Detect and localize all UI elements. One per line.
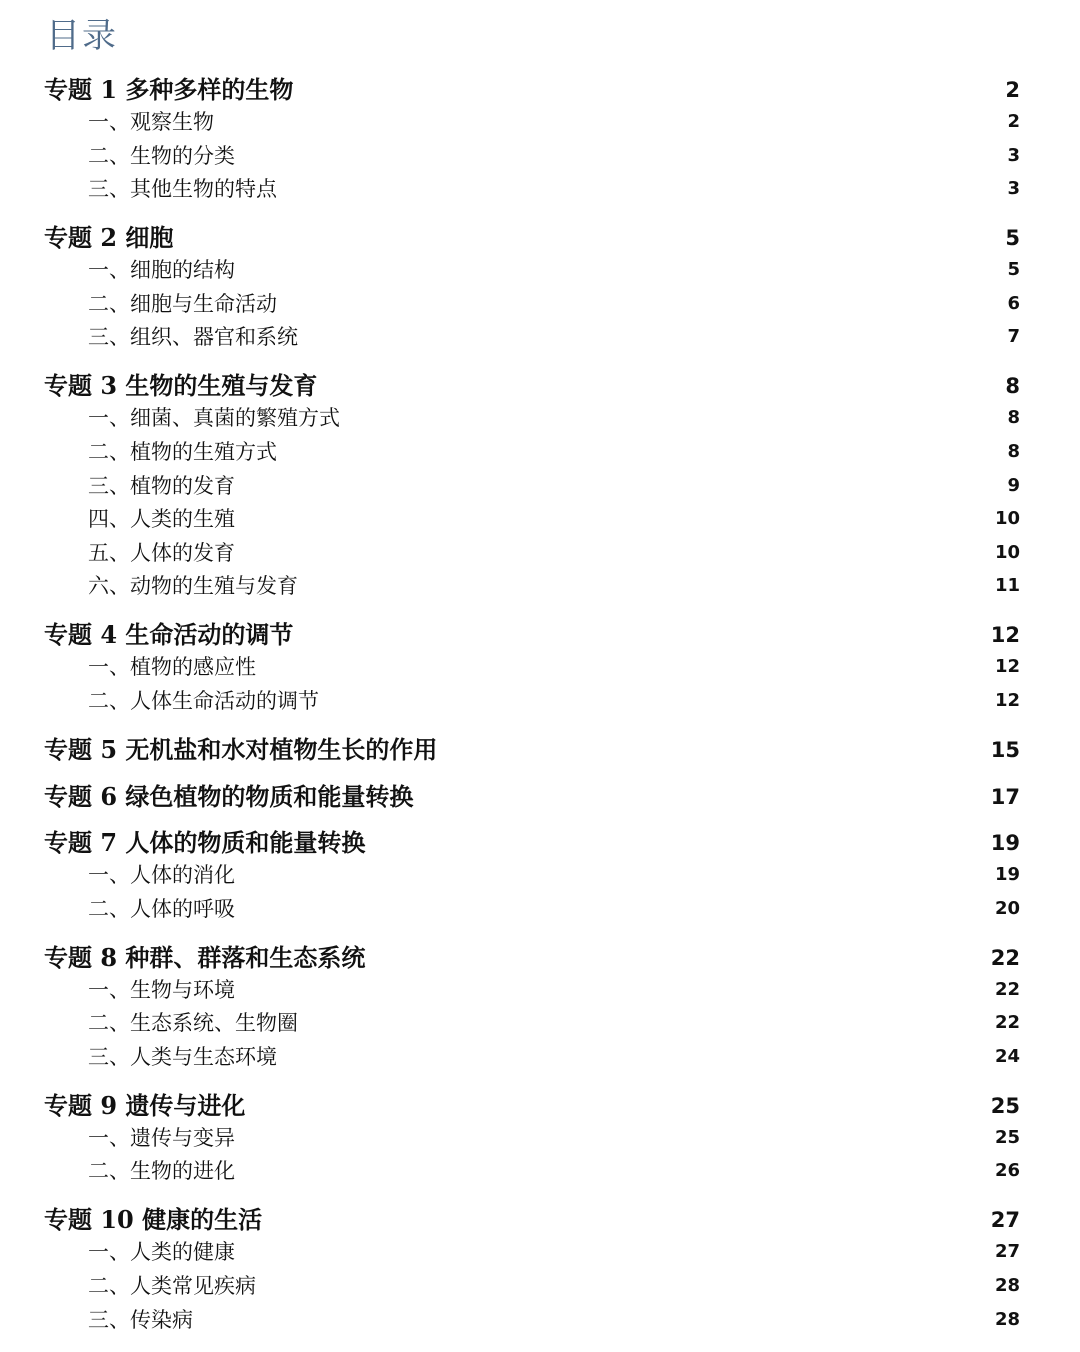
toc-subsection-entry[interactable] [0,321,1080,353]
toc-entry-label: 一、人类的健康 [88,1240,235,1265]
toc-subsection-entry[interactable] [0,893,1080,925]
toc-entry-label: 二、人体生命活动的调节 [88,689,319,713]
toc-entry-label: 专题 4 生命活动的调节 [44,620,294,650]
toc-page-number: 27 [994,1241,1020,1263]
toc-page-number: 2 [1005,78,1020,102]
toc-subsection-entry[interactable] [0,140,1080,172]
toc-subsection-entry[interactable] [0,106,1080,138]
toc-topic-entry[interactable] [0,619,1080,651]
toc-page-number: 3 [1007,144,1020,166]
toc-page-number: 20 [994,897,1020,919]
toc-entry-label: 二、生物的进化 [88,1159,235,1184]
toc-entry-label: 三、传染病 [88,1307,193,1332]
toc-subsection-entry[interactable] [0,651,1080,683]
toc-page-number: 17 [990,784,1020,809]
toc-page-number: 22 [990,945,1020,970]
toc-subsection-entry[interactable] [0,685,1080,717]
toc-title: 目录 [46,16,118,56]
toc-subsection-entry[interactable] [0,402,1080,434]
toc-page-number: 28 [994,1275,1020,1296]
toc-page-number: 12 [994,690,1020,711]
toc-page-number: 5 [1005,226,1020,251]
toc-topic-entry[interactable] [0,734,1080,766]
toc-subsection-entry[interactable] [0,1155,1080,1187]
toc-entry-label: 二、植物的生殖方式 [88,440,277,464]
toc-topic-entry[interactable] [0,942,1080,974]
toc-topic-entry[interactable] [0,74,1080,106]
toc-subsection-entry[interactable] [0,288,1080,320]
toc-page-number: 9 [1007,474,1020,496]
toc-subsection-entry[interactable] [0,254,1080,286]
toc-subsection-entry[interactable] [0,859,1080,891]
toc-page-number: 22 [994,1012,1020,1034]
toc-topic-entry[interactable] [0,1204,1080,1236]
toc-topic-entry[interactable] [0,827,1080,859]
toc-entry-label: 专题 5 无机盐和水对植物生长的作用 [44,735,438,764]
toc-page-number: 24 [994,1045,1020,1067]
toc-entry-label: 专题 2 细胞 [44,223,174,253]
toc-subsection-entry[interactable] [0,537,1080,569]
toc-page-number: 19 [990,831,1020,855]
toc-entry-label: 专题 1 多种多样的生物 [44,75,294,104]
toc-entry-label: 五、人体的发育 [88,540,235,565]
toc-page-number: 2 [1007,111,1020,132]
toc-entry-label: 三、植物的发育 [88,473,235,498]
toc-subsection-entry[interactable] [0,173,1080,205]
toc-entry-label: 六、动物的生殖与发育 [88,574,298,599]
toc-page-number: 12 [990,623,1020,648]
toc-entry-label: 一、植物的感应性 [88,655,256,680]
toc-page-number: 8 [1007,441,1020,462]
toc-subsection-entry[interactable] [0,1236,1080,1268]
toc-entry-label: 专题 3 生物的生殖与发育 [44,371,318,401]
toc-subsection-entry[interactable] [0,974,1080,1006]
toc-entry-label: 一、细胞的结构 [88,258,235,283]
toc-subsection-entry[interactable] [0,1270,1080,1302]
toc-entry-label: 一、人体的消化 [88,863,235,887]
toc-entry-label: 一、观察生物 [88,110,214,134]
toc-topic-entry[interactable] [0,1090,1080,1122]
toc-page-number: 22 [994,978,1020,1000]
toc-page-number: 27 [990,1208,1020,1233]
toc-page-number: 15 [990,738,1020,762]
toc-page-number: 11 [994,575,1020,597]
toc-entry-label: 二、人体的呼吸 [88,896,235,921]
toc-subsection-entry[interactable] [0,1007,1080,1039]
toc-entry-label: 二、生物的分类 [88,143,235,168]
toc-entry-label: 三、人类与生态环境 [88,1044,277,1069]
toc-subsection-entry[interactable] [0,1304,1080,1336]
toc-page-number: 7 [1007,326,1020,348]
toc-subsection-entry[interactable] [0,1122,1080,1154]
toc-page-number: 6 [1007,292,1020,314]
toc-entry-label: 专题 9 遗传与进化 [44,1090,246,1120]
toc-entry-label: 二、细胞与生命活动 [88,291,277,316]
toc-page-number: 12 [994,656,1020,678]
toc-page-number: 19 [994,864,1020,885]
toc-entry-label: 二、生态系统、生物圈 [88,1011,298,1036]
toc-page-number: 28 [994,1308,1020,1330]
toc-topic-entry[interactable] [0,781,1080,813]
toc-subsection-entry[interactable] [0,503,1080,535]
toc-page-number: 5 [1007,259,1020,281]
toc-subsection-entry[interactable] [0,570,1080,602]
toc-topic-entry[interactable] [0,370,1080,402]
toc-page-number: 25 [994,1126,1020,1148]
toc-entry-label: 二、人类常见疾病 [88,1274,256,1298]
toc-entry-label: 三、其他生物的特点 [88,177,277,202]
toc-page-number: 3 [1007,178,1020,200]
toc-entry-label: 三、组织、器官和系统 [88,325,298,350]
toc-page-number: 8 [1007,407,1020,429]
toc-entry-label: 一、细菌、真菌的繁殖方式 [88,406,340,431]
toc-entry-label: 专题 10 健康的生活 [44,1205,263,1235]
toc-entry-label: 一、遗传与变异 [88,1125,235,1150]
toc-entry-label: 专题 7 人体的物质和能量转换 [44,828,366,857]
toc-subsection-entry[interactable] [0,1041,1080,1073]
toc-entry-label: 四、人类的生殖 [88,507,235,532]
toc-page-number: 10 [994,541,1020,563]
toc-entry-label: 一、生物与环境 [88,977,235,1002]
toc-page-number: 10 [994,508,1020,530]
toc-entry-label: 专题 8 种群、群落和生态系统 [44,942,366,972]
toc-page-number: 8 [1005,374,1020,399]
toc-topic-entry[interactable] [0,222,1080,254]
toc-entry-label: 专题 6 绿色植物的物质和能量转换 [44,781,414,811]
toc-subsection-entry[interactable] [0,436,1080,468]
toc-page-number: 26 [994,1160,1020,1182]
toc-subsection-entry[interactable] [0,470,1080,502]
toc-page-number: 25 [990,1093,1020,1118]
